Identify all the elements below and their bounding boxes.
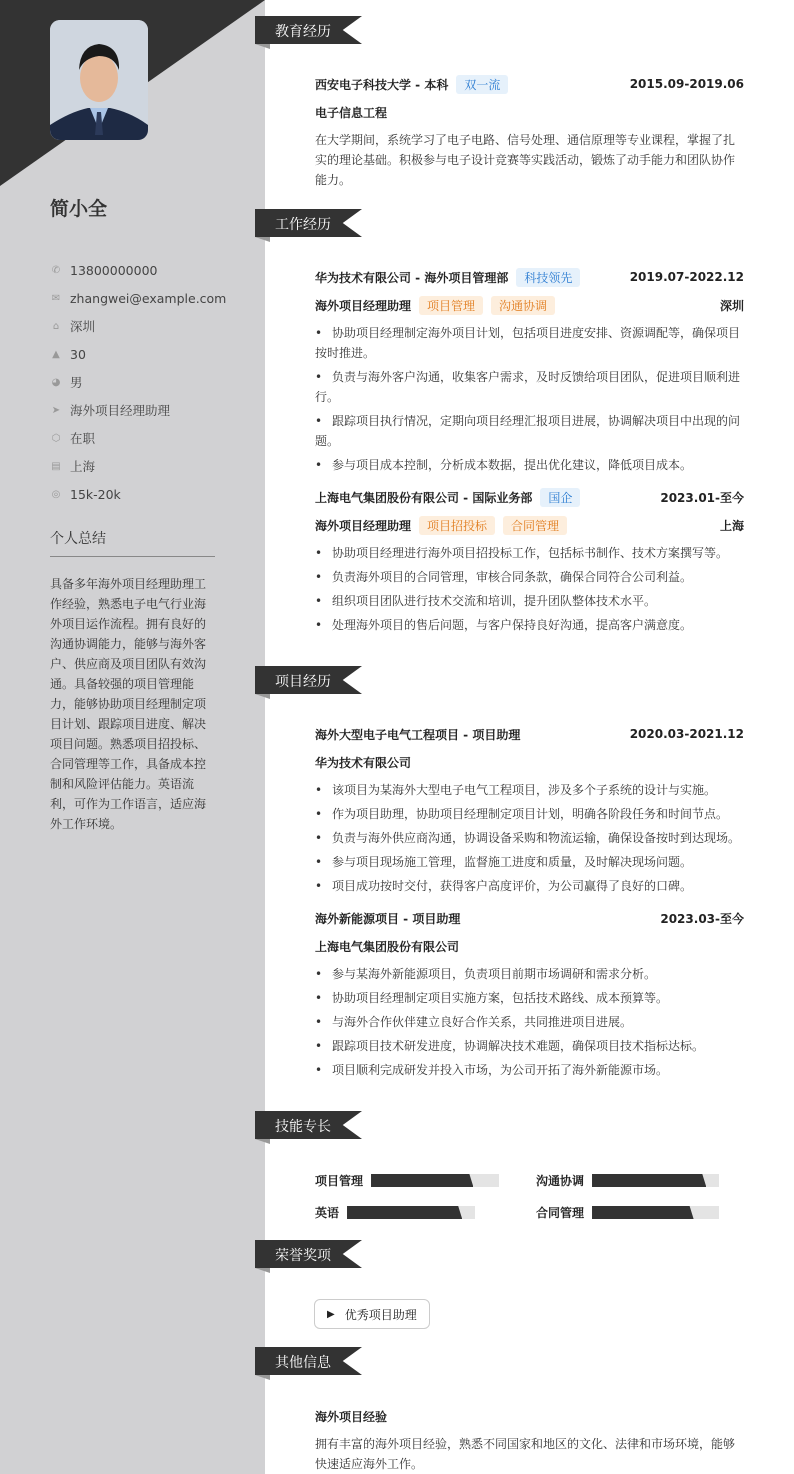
candidate-name: 简小全 xyxy=(50,198,108,220)
skill-bar-fill xyxy=(592,1206,694,1219)
contact-text: 上海 xyxy=(70,459,96,474)
bullet-item: • 与海外合作伙伴建立良好合作关系，共同推进项目进展。 xyxy=(315,1012,744,1032)
avatar xyxy=(50,20,148,140)
status-icon: ⬡ xyxy=(51,432,61,444)
project-row xyxy=(315,908,744,928)
contact-item xyxy=(50,396,226,424)
company: 上海电气集团股份有限公司 xyxy=(315,939,460,954)
education-entry xyxy=(315,74,744,190)
project-row xyxy=(315,724,744,744)
bullet-item: • 负责与海外供应商沟通，协调设备采购和物流运输，确保设备按时到达现场。 xyxy=(315,828,744,848)
contact-text: 30 xyxy=(70,346,86,362)
skill-name: 沟通协调 xyxy=(536,1174,585,1188)
company-tag: 国企 xyxy=(540,488,580,507)
other-title: 海外项目经验 xyxy=(315,1409,388,1424)
school: 西安电子科技大学 - 本科 xyxy=(315,77,449,92)
contact-item xyxy=(50,452,226,480)
bullet-item: • 参与项目成本控制，分析成本数据，提出优化建议，降低项目成本。 xyxy=(315,455,744,475)
bullet-item: • 协助项目经理制定海外项目计划，包括项目进度安排、资源调配等，确保项目按时推进。 xyxy=(315,323,744,363)
major: 电子信息工程 xyxy=(315,105,388,120)
contact-text: 男 xyxy=(70,375,83,390)
city: 上海 xyxy=(719,518,744,533)
company-tag: 科技领先 xyxy=(516,268,580,287)
skill-name: 项目管理 xyxy=(315,1174,364,1188)
work-list xyxy=(315,267,744,639)
contact-item xyxy=(50,480,226,508)
company: 上海电气集团股份有限公司 - 国际业务部 xyxy=(315,490,533,505)
bullet-item: • 跟踪项目技术研发进度，协调解决技术难题，确保项目技术指标达标。 xyxy=(315,1036,744,1056)
company-row xyxy=(315,752,744,772)
bullet-item: • 协助项目经理制定项目实施方案，包括技术路线、成本预算等。 xyxy=(315,988,744,1008)
bullet-item: • 参与项目现场施工管理，监督施工进度和质量，及时解决现场问题。 xyxy=(315,852,744,872)
date: 2020.03-2021.12 xyxy=(629,727,744,741)
skill-bar-fill xyxy=(371,1174,473,1187)
section-header-work xyxy=(255,209,362,237)
role: 海外项目经理助理 xyxy=(315,298,412,313)
project-list xyxy=(315,724,744,1084)
play-icon: ▶ xyxy=(327,1308,335,1320)
bullet-item: • 跟踪项目执行情况，定期向项目经理汇报项目进展，协调解决项目中出现的问题。 xyxy=(315,411,744,451)
bullet-item: • 协助项目经理进行海外项目招投标工作，包括标书制作、技术方案撰写等。 xyxy=(315,543,744,563)
skill-tag: 沟通协调 xyxy=(491,296,555,315)
award-item[interactable] xyxy=(314,1299,430,1329)
contact-text: 15k-20k xyxy=(70,486,121,502)
skill-bar-fill xyxy=(347,1206,462,1219)
skill-bar xyxy=(592,1206,719,1219)
date: 2023.01-至今 xyxy=(660,490,744,505)
skill-bar xyxy=(371,1174,499,1187)
contact-item xyxy=(50,256,226,284)
contact-text: 深圳 xyxy=(70,319,96,334)
city: 深圳 xyxy=(719,298,744,313)
project-name: 海外新能源项目 - 项目助理 xyxy=(315,911,461,926)
contact-item xyxy=(50,340,226,368)
contact-text: zhangwei@example.com xyxy=(70,290,227,306)
sidebar xyxy=(0,0,265,1474)
summary-text: 具备多年海外项目经理助理工作经验，熟悉电子电气行业海外项目运作流程。拥有良好的沟通协调能力，能够与海外客户、供应商及项目团队有效沟通。具备较强的项目管理能力，能够协助项目经理制定项目计划、跟踪项目进度、解决项目问题。熟悉项目招投标、合同管理等工作，具备成本控制和风险评估能力。英语流利，可作为工作语言，适应海外工作环境。 xyxy=(50,577,207,831)
skill-bar-fill xyxy=(592,1174,706,1187)
section-title: 技能专长 xyxy=(275,1119,331,1135)
bullet-item: • 项目成功按时交付，获得客户高度评价，为公司赢得了良好的口碑。 xyxy=(315,876,744,896)
skill-item xyxy=(315,1204,475,1221)
skill-item xyxy=(315,1172,499,1189)
work-entry xyxy=(315,267,744,475)
company-row xyxy=(315,487,744,507)
gender-icon: ◕ xyxy=(51,376,61,388)
role-row xyxy=(315,295,744,315)
contact-text: 在职 xyxy=(70,431,96,446)
bullet-item: • 组织项目团队进行技术交流和培训，提升团队整体技术水平。 xyxy=(315,591,744,611)
role: 海外项目经理助理 xyxy=(315,518,412,533)
company: 华为技术有限公司 xyxy=(315,755,412,770)
skill-name: 合同管理 xyxy=(536,1206,585,1220)
phone-icon: ✆ xyxy=(51,264,61,276)
bullet-item: • 参与某海外新能源项目，负责项目前期市场调研和需求分析。 xyxy=(315,964,744,984)
award-label: 优秀项目助理 xyxy=(344,1307,417,1322)
skill-tag: 项目管理 xyxy=(419,296,483,315)
other-desc: 拥有丰富的海外项目经验，熟悉不同国家和地区的文化、法律和市场环境，能够快速适应海外工作。 xyxy=(315,1437,736,1471)
contact-item xyxy=(50,312,226,340)
bullet-item: • 负责与海外客户沟通，收集客户需求，及时反馈给项目团队，促进项目顺利进行。 xyxy=(315,367,744,407)
skill-tag: 项目招投标 xyxy=(419,516,495,535)
home-icon: ⌂ xyxy=(52,320,60,332)
age-icon: ▲ xyxy=(52,348,60,360)
salary-icon: ◎ xyxy=(51,488,61,500)
skill-name: 英语 xyxy=(315,1206,340,1220)
section-header-education xyxy=(255,16,362,44)
date: 2015.09-2019.06 xyxy=(629,77,744,91)
section-title: 荣誉奖项 xyxy=(275,1248,331,1264)
section-title: 项目经历 xyxy=(275,674,331,690)
section-title: 其他信息 xyxy=(275,1355,331,1371)
skill-tag: 合同管理 xyxy=(503,516,567,535)
skill-bar xyxy=(347,1206,475,1219)
contact-item xyxy=(50,284,226,312)
bullet-item: • 项目顺利完成研发并投入市场，为公司开拓了海外新能源市场。 xyxy=(315,1060,744,1080)
project-entry xyxy=(315,908,744,1080)
section-title: 教育经历 xyxy=(275,24,331,40)
section-header-awards xyxy=(255,1240,362,1268)
company-row xyxy=(315,267,744,287)
position-icon: ➤ xyxy=(51,404,61,416)
section-title: 工作经历 xyxy=(275,217,331,233)
contact-item xyxy=(50,368,226,396)
contact-list xyxy=(50,256,226,508)
section-header-projects xyxy=(255,666,362,694)
contact-text: 海外项目经理助理 xyxy=(70,403,171,418)
bullet-item: • 负责海外项目的合同管理，审核合同条款，确保合同符合公司利益。 xyxy=(315,567,744,587)
school-tag: 双一流 xyxy=(456,75,508,94)
city-icon: ▤ xyxy=(51,460,61,472)
work-entry xyxy=(315,487,744,635)
skill-bar xyxy=(592,1174,719,1187)
contact-text: 13800000000 xyxy=(70,262,158,278)
skill-item xyxy=(536,1204,719,1221)
bullet-item: • 作为项目助理，协助项目经理制定项目计划，明确各阶段任务和时间节点。 xyxy=(315,804,744,824)
project-name: 海外大型电子电气工程项目 - 项目助理 xyxy=(315,727,521,742)
role-row xyxy=(315,515,744,535)
mail-icon: ✉ xyxy=(51,292,61,304)
bullet-item: • 处理海外项目的售后问题，与客户保持良好沟通，提高客户满意度。 xyxy=(315,615,744,635)
bullet-item: • 该项目为某海外大型电子电气工程项目，涉及多个子系统的设计与实施。 xyxy=(315,780,744,800)
contact-item xyxy=(50,424,226,452)
section-header-other xyxy=(255,1347,362,1375)
date: 2023.03-至今 xyxy=(660,911,744,926)
company: 华为技术有限公司 - 海外项目管理部 xyxy=(315,270,509,285)
skill-item xyxy=(536,1172,719,1189)
company-row xyxy=(315,936,744,956)
education-desc: 在大学期间，系统学习了电子电路、信号处理、通信原理等专业课程，掌握了扎实的理论基础。积极参与电子设计竞赛等实践活动，锻炼了动手能力和团队协作能力。 xyxy=(315,133,736,187)
other-entry xyxy=(315,1406,744,1474)
date: 2019.07-2022.12 xyxy=(629,270,744,284)
summary-heading: 个人总结 xyxy=(50,528,215,557)
section-header-skills xyxy=(255,1111,362,1139)
project-entry xyxy=(315,724,744,896)
